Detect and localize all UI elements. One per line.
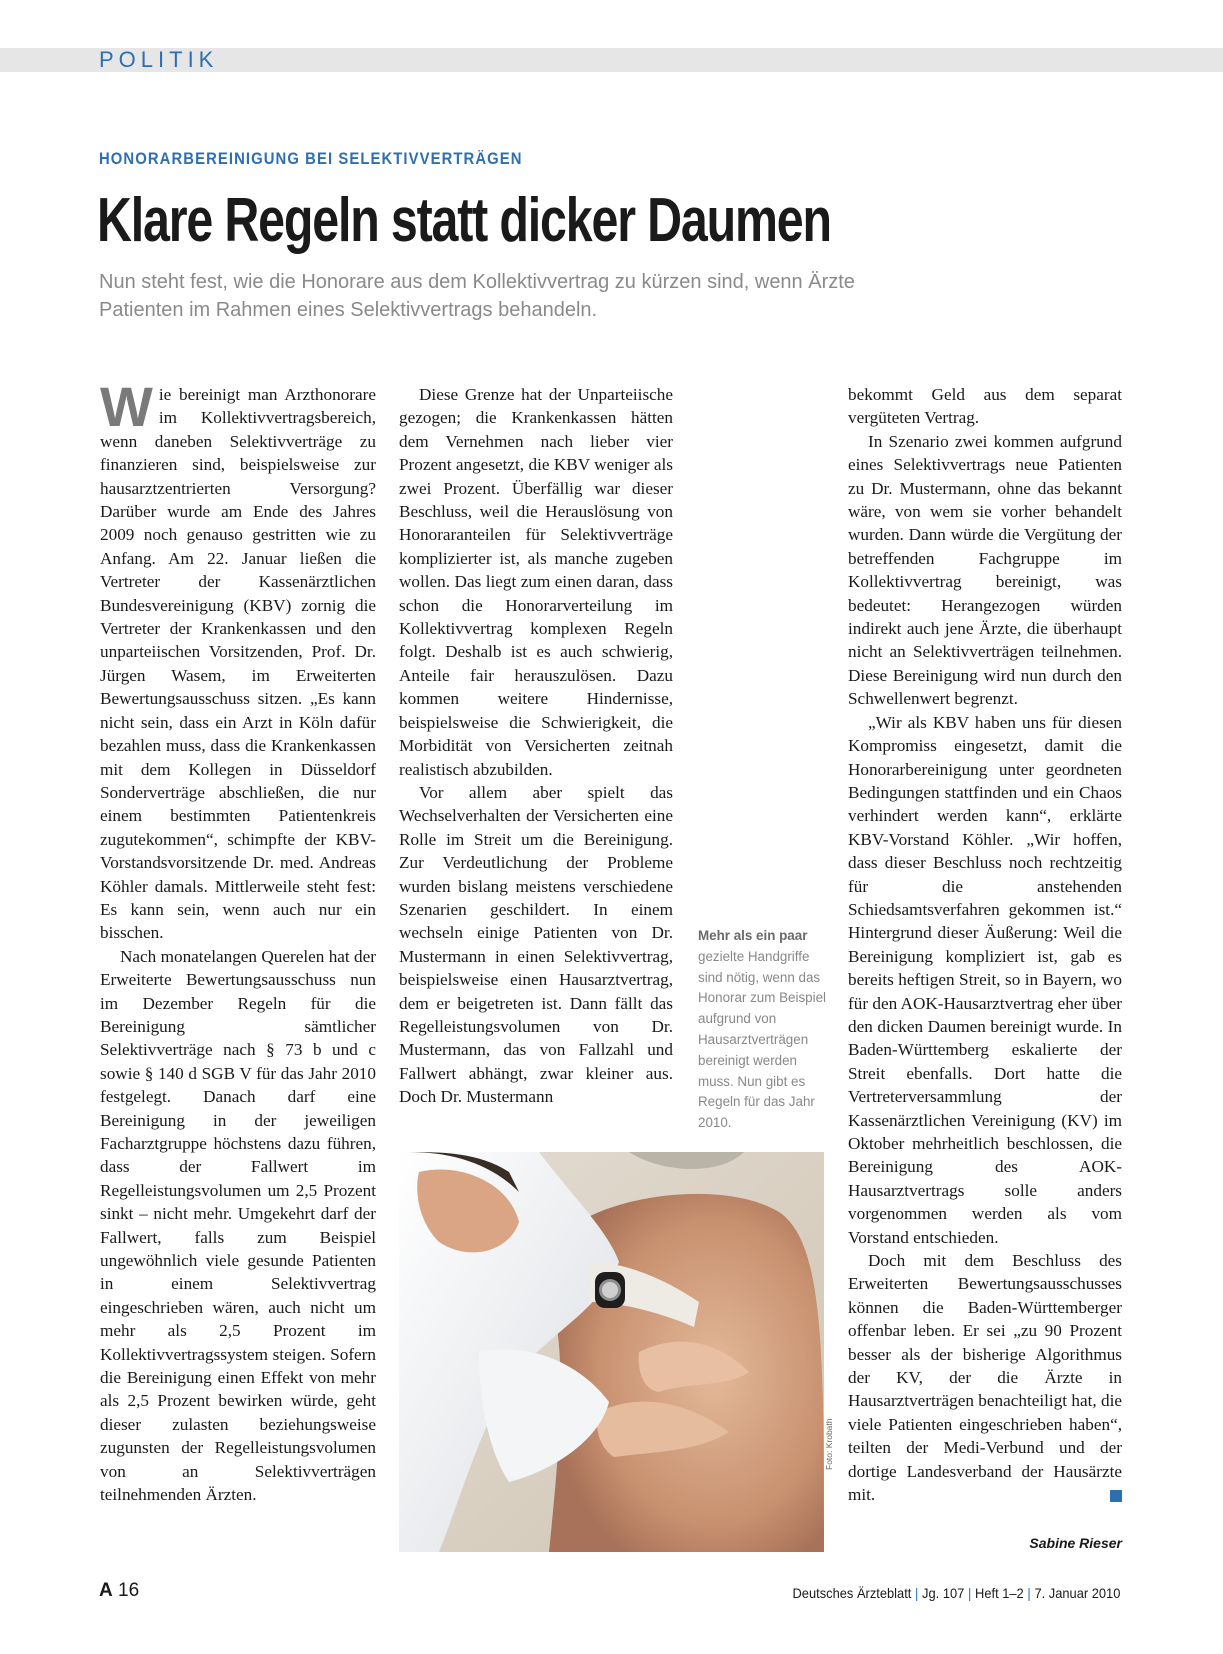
paragraph: Nach monatelangen Querelen hat der Erweiterte Bewertungsausschuss nun im Dezember Regeln für die Bereinigung sämtlicher Selektivverträge nach § 73 b und c sowie § 140 d SGB V für das Jahr 2010 festgelegt. Danach darf eine Bereinigung in der jeweiligen Facharztgruppe höchstens dazu führen, dass der Fallwert im Regelleistungsvolumen um 2,5 Prozent sinkt – nicht mehr. Umgekehrt darf der Fallwert, falls zum Beispiel ungewöhnlich viele gesunde Patienten in einem Selektivvertrag eingeschrieben wären, auch nicht um mehr als 2,5 Prozent im Kollektivvertragssystem steigen. Sofern die Bereinigung einen Effekt von mehr als 2,5 Prozent bewirken würde, geht dieser zulasten beziehungsweise zugunsten der Regelleistungsvolumen von an Selektivverträgen teilnehmenden Ärzten.	[100, 946, 376, 1505]
journal-volume: Jg. 107	[921, 1585, 964, 1601]
footer-separator: |	[1027, 1585, 1031, 1601]
photo-credit: Foto: Krobath	[824, 1418, 834, 1470]
footer-separator: |	[967, 1585, 971, 1601]
journal-date: 7. Januar 2010	[1034, 1585, 1120, 1601]
article-photo	[399, 1152, 824, 1552]
doctor-examining-back-illustration	[399, 1152, 824, 1552]
drop-cap: W	[100, 375, 153, 438]
paragraph: In Szenario zwei kommen aufgrund eines Selektivvertrags neue Patienten zu Dr. Mustermann, ohne das bekannt wäre, von wem sie vorher behandelt wurden. Dann würde die Vergütung der betreffenden Fachgruppe im Kollektivvertrag bereinigt, was bedeutet: Herangezogen würden indirekt auch jene Ärzte, die überhaupt nicht an Selektivverträgen teilnehmen. Diese Bereinigung wird nun durch den Schwellenwert begrenzt.	[848, 431, 1122, 709]
paragraph: Doch mit dem Beschluss des Erweiterten Bewertungsausschusses können die Baden-Württemberger offenbar leben. Er sei „zu 90 Prozent besser als der bisherige Algorithmus der KV, der die Ärzte in Hausarztverträgen benachteiligt hat, die viele Patienten eingeschrieben haben“, teilten der Medi-Verbund und der dortige Landesverband der Hausärzte mit.	[848, 1251, 1122, 1505]
text-column-3	[848, 383, 1122, 1507]
journal-name: Deutsches Ärzteblatt	[792, 1585, 911, 1601]
text-column-1	[100, 375, 376, 1507]
paragraph: „Wir als KBV haben uns für diesen Kompromiss eingesetzt, damit die Honorarbereinigung unter geordneten Bedingungen stattfinden und ein Chaos verhindert werden kann“, erklärte KBV-Vorstand Köhler. „Wir hoffen, dass dieser Beschluss noch rechtzeitig für die anstehenden Schiedsamtsverfahren gekommen ist.“ Hintergrund dieser Äußerung: Weil die Bereinigung kompliziert ist, gab es bereits heftigen Streit, so in Bayern, wo für den AOK-Hausarztvertrag eher über den dicken Daumen bereinigt wurde. In Baden-Württemberg eskalierte der Streit ebenfalls. Dort hatte die Vertreterversammlung der Kassenärztlichen Vereinigung (KV) im Oktober mehrheitlich beschlossen, die Bereinigung des AOK-Hausarztvertrags solle anders vorgenommen werden als vom Vorstand entschieden.	[848, 712, 1122, 1247]
journal-footer	[792, 1585, 1120, 1601]
text-column-2	[399, 383, 673, 1109]
paragraph: Diese Grenze hat der Unparteiische gezogen; die Krankenkassen hätten dem Vernehmen nach lieber vier Prozent angesetzt, die KBV weniger als zwei Prozent. Überfällig war dieser Beschluss, weil die Herauslösung von Honoraranteilen für Selektivverträge komplizierter ist, als manche zugeben wollen. Das liegt zum einen daran, dass schon die Honorarverteilung im Kollektivvertrag komplexen Regeln folgt. Deshalb ist es auch schwierig, Anteile fair herauszulösen. Dazu kommen weitere Hindernisse, beispielsweise die Schwierigkeit, die Morbidität von Versicherten zeitnah realistisch abzubilden.	[399, 385, 673, 779]
page-number: A 16	[99, 1580, 140, 1601]
article-lead: Nun steht fest, wie die Honorare aus dem Kollektivvertrag zu kürzen sind, wenn Ärzte Patienten im Rahmen eines Selektivvertrags behandeln.	[99, 271, 855, 321]
caption-title: Mehr als ein paar	[698, 928, 808, 943]
paragraph: Wie bereinigt man Arzthonorare im Kollektivvertragsbereich, wenn daneben Selektivverträge zu finanzieren sind, beispielsweise zur hausarztzentrierten Versorgung? Darüber wurde am Ende des Jahres 2009 noch genauso gestritten wie zu Anfang. Am 22. Januar ließen die Vertreter der Kassenärztlichen Bundesvereinigung (KBV) zornig die Vertreter der Krankenkassen und den unparteiischen Vorsitzenden, Prof. Dr. Jürgen Wasem, im Erweiterten Bewertungsausschuss sitzen. „Es kann nicht sein, dass ein Arzt in Köln dafür bezahlen muss, dass die Krankenkassen mit dem Kollegen in Düsseldorf Sonderverträge abschließen, die nur einem bestimmten Patientenkreis zugutekommen“, schimpfte der KBV-Vorstandsvorsitzende Dr. med. Andreas Köhler damals. Mittlerweile steht fest: Es kann sein, wenn auch nur ein bisschen.	[100, 375, 376, 943]
article-headline: Klare Regeln statt dicker Daumen	[97, 186, 831, 255]
section-label: POLITIK	[99, 47, 219, 72]
paragraph: bekommt Geld aus dem separat vergüteten Vertrag.	[848, 385, 1122, 428]
paragraph: Vor allem aber spielt das Wechselverhalten der Versicherten eine Rolle im Streit um die Bereinigung. Zur Verdeutlichung der Probleme wurden bislang meistens verschiedene Szenarien geschildert. In einem wechseln einige Patienten von Dr. Mustermann in einen Selektivvertrag, beispielsweise einen Hausarztvertrag, dem er beigetreten ist. Dann fällt das Regelleistungsvolumen von Dr. Mustermann, das von Fallzahl und Fallwert abhängt, zwar kleiner aus. Doch Dr. Mustermann	[399, 782, 673, 1107]
article-kicker: HONORARBEREINIGUNG BEI SELEKTIVVERTRÄGEN	[99, 150, 523, 168]
section-bar	[0, 48, 1223, 72]
caption-text: gezielte Handgriffe sind nötig, wenn das Honorar zum Beispiel aufgrund von Hausarztverträgen bereinigt werden muss. Nun gibt es Regeln für das Jahr 2010.	[698, 948, 827, 1131]
author-byline: Sabine Rieser	[1029, 1535, 1122, 1551]
footer-separator: |	[914, 1585, 919, 1601]
end-mark-square-icon	[1110, 1490, 1122, 1502]
journal-issue: Heft 1–2	[974, 1585, 1024, 1601]
photo-caption	[698, 926, 826, 1134]
